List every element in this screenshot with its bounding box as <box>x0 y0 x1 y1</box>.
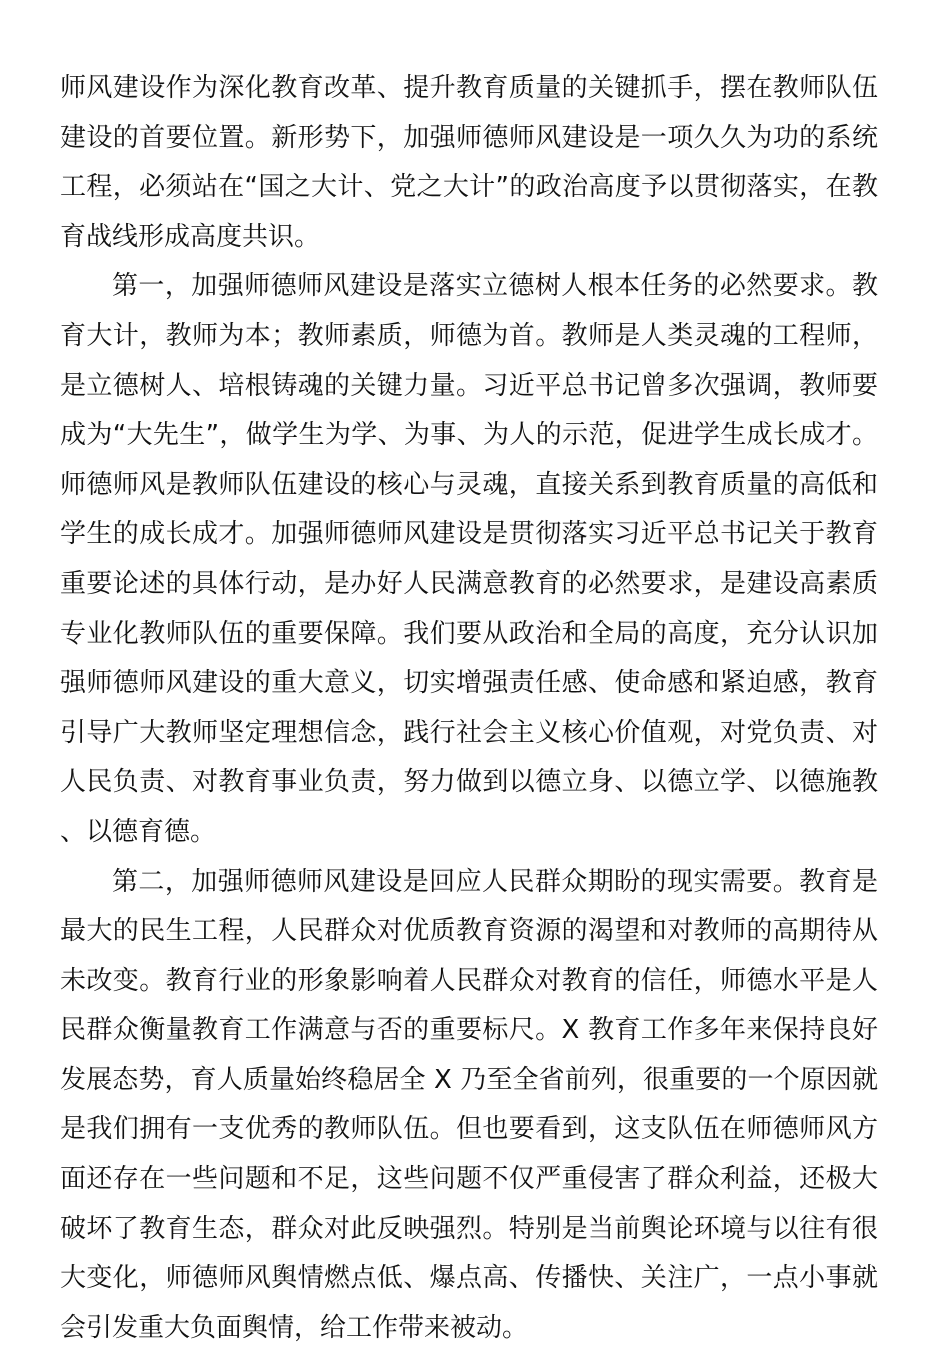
paragraph-first-point: 第一，加强师德师风建设是落实立德树人根本任务的必然要求。教育大计，教师为本；教师素质，师德为首。教师是人类灵魂的工程师，是立德树人、培根铸魂的关键力量。习近平总书记曾多次强调，教师要成为“大先生”，做学生为学、为事、为人的示范，促进学生成长成才。师德师风是教师队伍建设的核心与灵魂，直接关系到教育质量的高低和学生的成长成才。加强师德师风建设是贯彻落实习近平总书记关于教育重要论述的具体行动，是办好人民满意教育的必然要求，是建设高素质专业化教师队伍的重要保障。我们要从政治和全局的高度，充分认识加强师德师风建设的重大意义，切实增强责任感、使命感和紧迫感，教育引导广大教师坚定理想信念，践行社会主义核心价值观，对党负责、对人民负责、对教育事业负责，努力做到以德立身、以德立学、以德施教、以德育德。 <box>60 262 878 857</box>
paragraph-second-point: 第二，加强师德师风建设是回应人民群众期盼的现实需要。教育是最大的民生工程，人民群众对优质教育资源的渴望和对教师的高期待从未改变。教育行业的形象影响着人民群众对教育的信任，师德水平是人民群众衡量教育工作满意与否的重要标尺。X 教育工作多年来保持良好发展态势，育人质量始终稳居全 X 乃至全省前列，很重要的一个原因就是我们拥有一支优秀的教师队伍。但也要看到，这支队伍在师德师风方面还存在一些问题和不足，这些问题不仅严重侵害了群众利益，还极大破坏了教育生态，群众对此反映强烈。特别是当前舆论环境与以往有很大变化，师德师风舆情燃点低、爆点高、传播快、关注广，一点小事就会引发重大负面舆情，给工作带来被动。 <box>60 858 878 1353</box>
paragraph-continued: 师风建设作为深化教育改革、提升教育质量的关键抓手，摆在教师队伍建设的首要位置。新形势下，加强师德师风建设是一项久久为功的系统工程，必须站在“国之大计、党之大计”的政治高度予以贯彻落实，在教育战线形成高度共识。 <box>60 64 878 262</box>
document-body <box>60 64 878 1353</box>
